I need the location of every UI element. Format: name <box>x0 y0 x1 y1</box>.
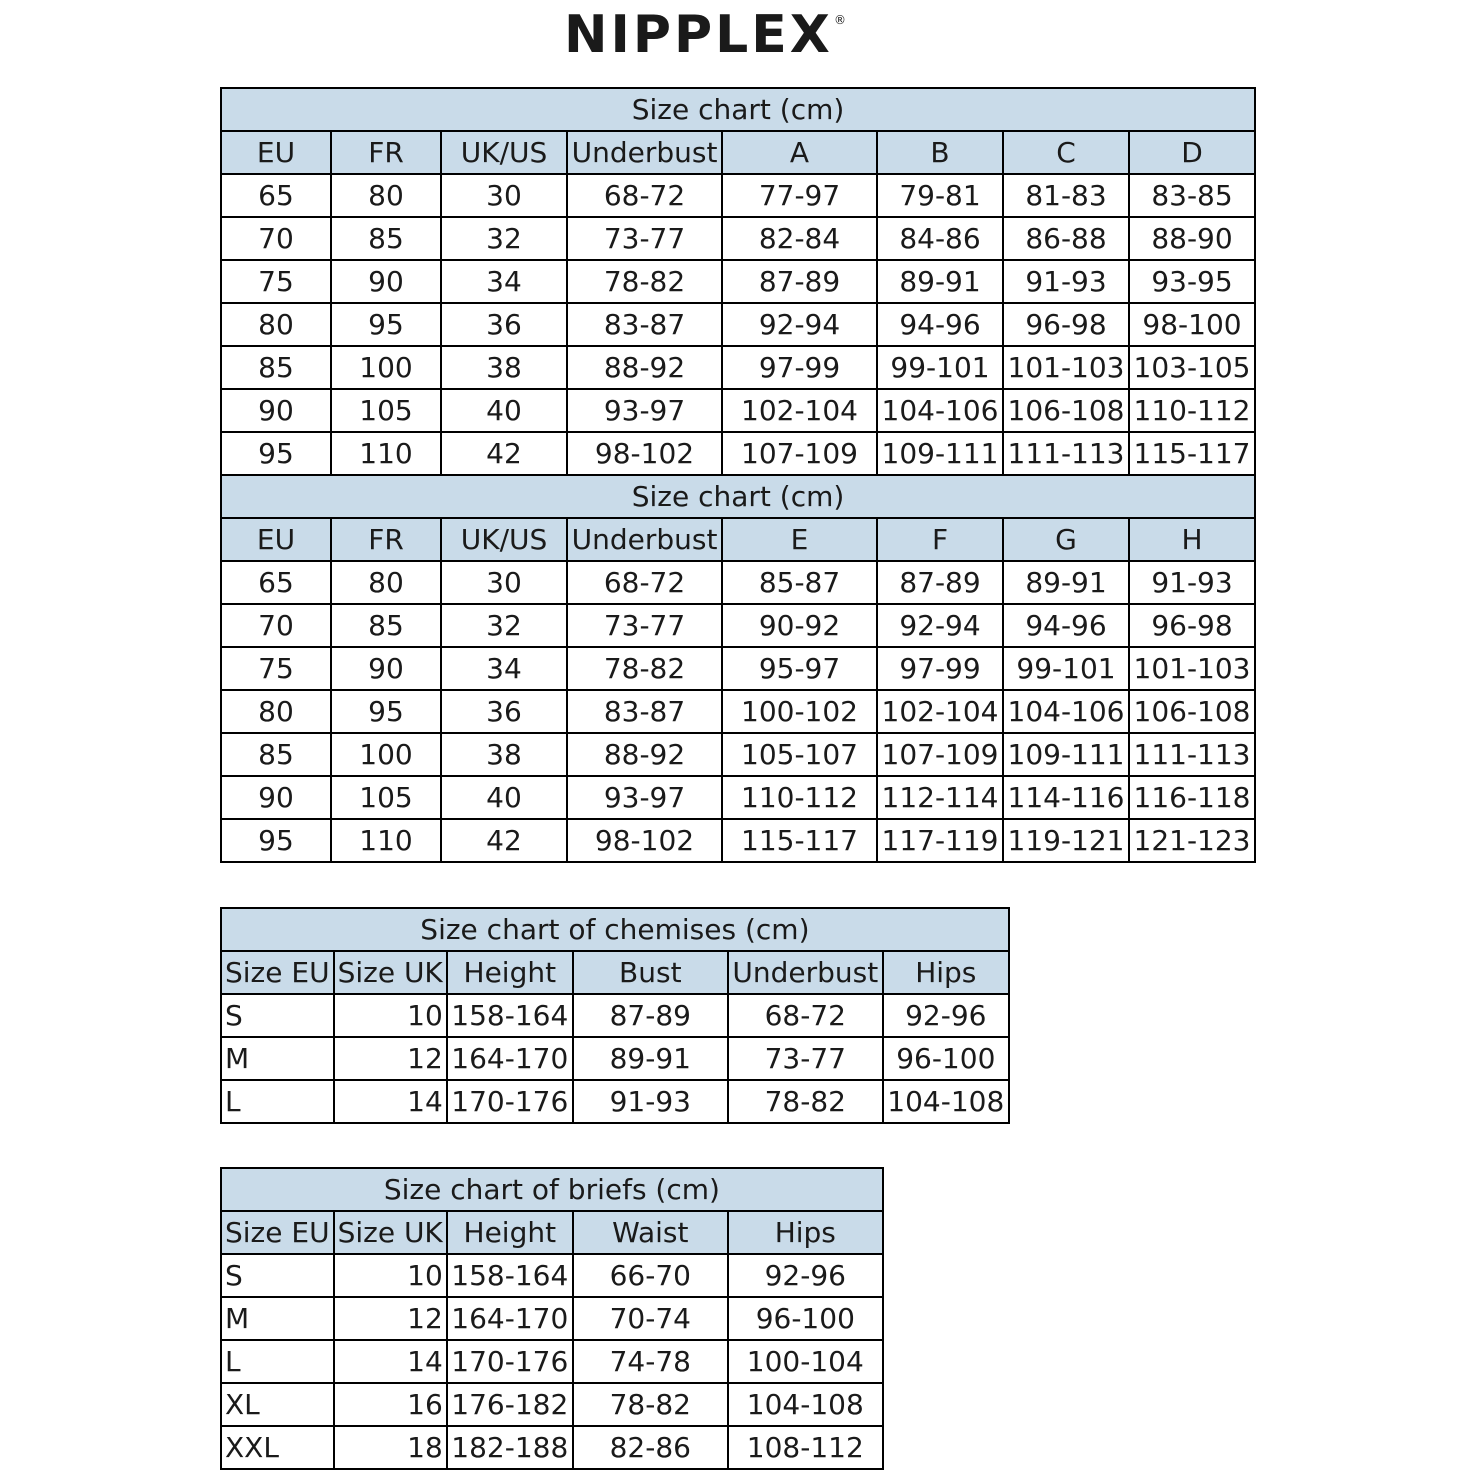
table-cell: 106-108 <box>1129 690 1255 733</box>
table-cell: 88-92 <box>567 733 722 776</box>
table-cell: M <box>221 1037 334 1080</box>
table-cell: 105 <box>331 776 441 819</box>
table-title-row <box>221 908 1009 951</box>
table-cell: 96-98 <box>1003 303 1129 346</box>
table-cell: 116-118 <box>1129 776 1255 819</box>
table-cell: 115-117 <box>722 819 877 862</box>
table-cell: 94-96 <box>1003 604 1129 647</box>
table-cell: 98-102 <box>567 819 722 862</box>
column-header: Underbust <box>728 951 883 994</box>
table-cell: 83-87 <box>567 690 722 733</box>
column-header: Waist <box>573 1211 728 1254</box>
table-cell: 99-101 <box>877 346 1003 389</box>
table-cell: 109-111 <box>877 432 1003 475</box>
table-cell: 85 <box>221 346 331 389</box>
registered-mark: ® <box>834 13 846 27</box>
table-cell: 85 <box>221 733 331 776</box>
table-row <box>221 217 1255 260</box>
table-cell: 84-86 <box>877 217 1003 260</box>
column-header: EU <box>221 518 331 561</box>
table-cell: 110 <box>331 432 441 475</box>
table-cell: 73-77 <box>728 1037 883 1080</box>
table-cell: 89-91 <box>1003 561 1129 604</box>
table-row <box>221 690 1255 733</box>
table-title-row <box>221 475 1255 518</box>
table-row <box>221 346 1255 389</box>
table-cell: 112-114 <box>877 776 1003 819</box>
table-row <box>221 432 1255 475</box>
table-cell: 78-82 <box>567 647 722 690</box>
table-row <box>221 561 1255 604</box>
table-row <box>221 260 1255 303</box>
table-cell: 95 <box>331 690 441 733</box>
column-header: Size EU <box>221 951 334 994</box>
table-cell: 68-72 <box>728 994 883 1037</box>
table-cell: 68-72 <box>567 561 722 604</box>
table-cell: 105 <box>331 389 441 432</box>
table-row <box>221 1340 883 1383</box>
table-cell: 85 <box>331 604 441 647</box>
table-cell: 99-101 <box>1003 647 1129 690</box>
table-cell: 103-105 <box>1129 346 1255 389</box>
table-cell: 107-109 <box>722 432 877 475</box>
column-header: Bust <box>573 951 728 994</box>
table-cell: 36 <box>441 690 567 733</box>
column-header: Size EU <box>221 1211 334 1254</box>
table-cell: 85 <box>331 217 441 260</box>
table-title-row <box>221 88 1255 131</box>
table-cell: 88-90 <box>1129 217 1255 260</box>
column-header: D <box>1129 131 1255 174</box>
table-cell: 97-99 <box>877 647 1003 690</box>
table-cell: 109-111 <box>1003 733 1129 776</box>
table-cell: 95 <box>221 432 331 475</box>
table-cell: 158-164 <box>447 994 573 1037</box>
table-row <box>221 389 1255 432</box>
table-cell: 30 <box>441 561 567 604</box>
table-cell: 158-164 <box>447 1254 573 1297</box>
column-header: Underbust <box>567 131 722 174</box>
column-header: H <box>1129 518 1255 561</box>
table-row <box>221 303 1255 346</box>
column-header: FR <box>331 518 441 561</box>
table-cell: 164-170 <box>447 1297 573 1340</box>
briefs-size-chart <box>220 1167 884 1470</box>
table-cell: 65 <box>221 561 331 604</box>
table-cell: 97-99 <box>722 346 877 389</box>
table-cell: 82-86 <box>573 1426 728 1469</box>
table-cell: 100-104 <box>728 1340 883 1383</box>
brand-logo <box>560 2 860 66</box>
table-cell: 90 <box>221 389 331 432</box>
chemise-size-chart <box>220 907 1010 1124</box>
table-title: Size chart of chemises (cm) <box>221 908 1009 951</box>
table-cell: XXL <box>221 1426 334 1469</box>
table-cell: 91-93 <box>1003 260 1129 303</box>
table-cell: 80 <box>331 561 441 604</box>
table-cell: 74-78 <box>573 1340 728 1383</box>
table-cell: 75 <box>221 647 331 690</box>
table-cell: 66-70 <box>573 1254 728 1297</box>
table-cell: 85-87 <box>722 561 877 604</box>
column-header: Size UK <box>334 951 447 994</box>
table-cell: 95 <box>221 819 331 862</box>
table-cell: 119-121 <box>1003 819 1129 862</box>
table-row <box>221 733 1255 776</box>
table-cell: 100 <box>331 346 441 389</box>
table-cell: 34 <box>441 260 567 303</box>
table-cell: 98-102 <box>567 432 722 475</box>
table-cell: S <box>221 1254 334 1297</box>
table-cell: 170-176 <box>447 1080 573 1123</box>
table-cell: 32 <box>441 604 567 647</box>
table-cell: 92-96 <box>883 994 1009 1037</box>
column-header: UK/US <box>441 518 567 561</box>
table-cell: 42 <box>441 819 567 862</box>
table-row <box>221 1297 883 1340</box>
table-row <box>221 1383 883 1426</box>
table-cell: 106-108 <box>1003 389 1129 432</box>
table-cell: 78-82 <box>573 1383 728 1426</box>
table-cell: 36 <box>441 303 567 346</box>
table-cell: 38 <box>441 346 567 389</box>
table-cell: 110-112 <box>722 776 877 819</box>
table-row <box>221 1426 883 1469</box>
table-cell: 10 <box>334 994 447 1037</box>
column-header: Size UK <box>334 1211 447 1254</box>
column-header: Hips <box>728 1211 883 1254</box>
table-cell: 96-100 <box>883 1037 1009 1080</box>
table-cell: 90 <box>221 776 331 819</box>
table-cell: 96-98 <box>1129 604 1255 647</box>
bra-size-chart <box>220 87 1256 863</box>
table-cell: 79-81 <box>877 174 1003 217</box>
table-cell: 82-84 <box>722 217 877 260</box>
table-cell: 78-82 <box>728 1080 883 1123</box>
table-cell: 81-83 <box>1003 174 1129 217</box>
table-cell: 87-89 <box>722 260 877 303</box>
table-cell: 104-108 <box>728 1383 883 1426</box>
table-row <box>221 1037 1009 1080</box>
table-cell: 117-119 <box>877 819 1003 862</box>
table-cell: 88-92 <box>567 346 722 389</box>
table-cell: 12 <box>334 1297 447 1340</box>
table-cell: 90-92 <box>722 604 877 647</box>
column-header: B <box>877 131 1003 174</box>
table-cell: 86-88 <box>1003 217 1129 260</box>
table-cell: 111-113 <box>1003 432 1129 475</box>
table-cell: 107-109 <box>877 733 1003 776</box>
table-cell: 104-106 <box>877 389 1003 432</box>
table-cell: 70 <box>221 217 331 260</box>
table-cell: 101-103 <box>1003 346 1129 389</box>
column-header: F <box>877 518 1003 561</box>
table-cell: 38 <box>441 733 567 776</box>
table-cell: 93-97 <box>567 776 722 819</box>
table-cell: XL <box>221 1383 334 1426</box>
table-cell: S <box>221 994 334 1037</box>
table-cell: 14 <box>334 1340 447 1383</box>
table-row <box>221 604 1255 647</box>
table-title: Size chart (cm) <box>221 475 1255 518</box>
column-header: Height <box>447 1211 573 1254</box>
table-cell: 104-106 <box>1003 690 1129 733</box>
table-cell: 89-91 <box>573 1037 728 1080</box>
table-cell: 87-89 <box>877 561 1003 604</box>
table-cell: 110 <box>331 819 441 862</box>
table-cell: 80 <box>331 174 441 217</box>
table-cell: 73-77 <box>567 217 722 260</box>
table-cell: 121-123 <box>1129 819 1255 862</box>
table-cell: 90 <box>331 647 441 690</box>
table-row <box>221 647 1255 690</box>
table-row <box>221 994 1009 1037</box>
column-header: C <box>1003 131 1129 174</box>
table-row <box>221 776 1255 819</box>
table-cell: 111-113 <box>1129 733 1255 776</box>
table-cell: 92-94 <box>722 303 877 346</box>
table-cell: 80 <box>221 690 331 733</box>
table-cell: 75 <box>221 260 331 303</box>
table-cell: 90 <box>331 260 441 303</box>
table-cell: 93-97 <box>567 389 722 432</box>
column-header: Height <box>447 951 573 994</box>
column-header: G <box>1003 518 1129 561</box>
table-title-row <box>221 1168 883 1211</box>
table-cell: 78-82 <box>567 260 722 303</box>
column-header: A <box>722 131 877 174</box>
table-cell: 182-188 <box>447 1426 573 1469</box>
table-cell: 91-93 <box>573 1080 728 1123</box>
table-cell: 40 <box>441 389 567 432</box>
table-cell: 98-100 <box>1129 303 1255 346</box>
table-cell: 65 <box>221 174 331 217</box>
table-cell: 164-170 <box>447 1037 573 1080</box>
table-cell: 18 <box>334 1426 447 1469</box>
table-cell: 77-97 <box>722 174 877 217</box>
table-cell: 91-93 <box>1129 561 1255 604</box>
column-header: E <box>722 518 877 561</box>
table-cell: 92-94 <box>877 604 1003 647</box>
table-cell: 12 <box>334 1037 447 1080</box>
table-header-row <box>221 1211 883 1254</box>
table-cell: 42 <box>441 432 567 475</box>
table-cell: 96-100 <box>728 1297 883 1340</box>
table-cell: 108-112 <box>728 1426 883 1469</box>
table-cell: 70-74 <box>573 1297 728 1340</box>
table-cell: 80 <box>221 303 331 346</box>
table-cell: 110-112 <box>1129 389 1255 432</box>
table-title: Size chart of briefs (cm) <box>221 1168 883 1211</box>
table-cell: 102-104 <box>877 690 1003 733</box>
table-cell: 105-107 <box>722 733 877 776</box>
table-cell: 100 <box>331 733 441 776</box>
table-cell: 30 <box>441 174 567 217</box>
column-header: Hips <box>883 951 1009 994</box>
table-cell: M <box>221 1297 334 1340</box>
table-cell: 14 <box>334 1080 447 1123</box>
table-cell: L <box>221 1080 334 1123</box>
column-header: FR <box>331 131 441 174</box>
table-cell: 95 <box>331 303 441 346</box>
table-cell: 176-182 <box>447 1383 573 1426</box>
table-cell: 101-103 <box>1129 647 1255 690</box>
table-cell: 89-91 <box>877 260 1003 303</box>
table-cell: 115-117 <box>1129 432 1255 475</box>
table-cell: 68-72 <box>567 174 722 217</box>
table-cell: 32 <box>441 217 567 260</box>
column-header: EU <box>221 131 331 174</box>
table-cell: 83-85 <box>1129 174 1255 217</box>
table-header-row <box>221 518 1255 561</box>
table-row <box>221 819 1255 862</box>
table-cell: 95-97 <box>722 647 877 690</box>
table-cell: 16 <box>334 1383 447 1426</box>
table-cell: 93-95 <box>1129 260 1255 303</box>
table-row <box>221 1080 1009 1123</box>
brand-name: NIPPLEX <box>564 5 833 65</box>
table-cell: 73-77 <box>567 604 722 647</box>
table-header-row <box>221 951 1009 994</box>
table-cell: 100-102 <box>722 690 877 733</box>
table-row <box>221 1254 883 1297</box>
table-cell: 34 <box>441 647 567 690</box>
table-cell: 92-96 <box>728 1254 883 1297</box>
table-cell: 10 <box>334 1254 447 1297</box>
table-header-row <box>221 131 1255 174</box>
column-header: UK/US <box>441 131 567 174</box>
table-cell: 102-104 <box>722 389 877 432</box>
table-cell: 87-89 <box>573 994 728 1037</box>
table-cell: 83-87 <box>567 303 722 346</box>
table-cell: 170-176 <box>447 1340 573 1383</box>
table-title: Size chart (cm) <box>221 88 1255 131</box>
column-header: Underbust <box>567 518 722 561</box>
table-cell: 114-116 <box>1003 776 1129 819</box>
table-cell: 104-108 <box>883 1080 1009 1123</box>
table-cell: L <box>221 1340 334 1383</box>
table-cell: 40 <box>441 776 567 819</box>
table-cell: 70 <box>221 604 331 647</box>
table-cell: 94-96 <box>877 303 1003 346</box>
table-row <box>221 174 1255 217</box>
